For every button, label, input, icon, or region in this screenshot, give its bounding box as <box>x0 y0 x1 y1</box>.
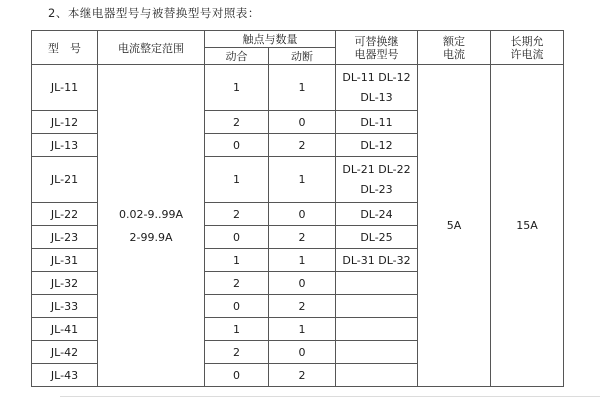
model-cell: JL-43 <box>32 364 98 387</box>
nc-count-cell: 2 <box>269 364 336 387</box>
model-cell: JL-31 <box>32 249 98 272</box>
nc-count-cell: 0 <box>269 203 336 226</box>
replace-line: DL-23 <box>360 182 393 196</box>
no-count-cell: 2 <box>205 272 269 295</box>
no-count-cell: 2 <box>205 111 269 134</box>
nc-count-cell: 2 <box>269 226 336 249</box>
replace-line: DL-13 <box>360 90 393 104</box>
col-header-normally-closed: 动断 <box>269 48 336 65</box>
no-count-cell: 0 <box>205 364 269 387</box>
replace-models-cell <box>336 341 418 364</box>
col-header-normally-open: 动合 <box>205 48 269 65</box>
header-line: 额定 <box>443 34 465 48</box>
model-cell: JL-23 <box>32 226 98 249</box>
model-cell: JL-22 <box>32 203 98 226</box>
page-bottom-divider <box>60 396 600 397</box>
range-line: 2-99.9A <box>129 230 173 244</box>
header-line: 电器型号 <box>354 47 399 61</box>
replace-line: DL-11 DL-12 <box>342 70 411 84</box>
table-row <box>32 65 564 111</box>
replace-models-cell <box>336 295 418 318</box>
model-cell: JL-32 <box>32 272 98 295</box>
nc-count-cell: 0 <box>269 111 336 134</box>
header-row-main <box>32 31 564 48</box>
nc-count-cell: 1 <box>269 249 336 272</box>
replace-models-cell: DL-31 DL-32 <box>336 249 418 272</box>
nc-count-cell: 2 <box>269 134 336 157</box>
replace-models-cell <box>336 65 418 111</box>
relay-comparison-table <box>31 30 564 387</box>
replace-models-cell <box>336 364 418 387</box>
range-line: 0.02-9..99A <box>119 207 183 221</box>
replace-models-cell: DL-24 <box>336 203 418 226</box>
model-cell: JL-11 <box>32 65 98 111</box>
no-count-cell: 1 <box>205 249 269 272</box>
model-cell: JL-12 <box>32 111 98 134</box>
replace-models-cell: DL-11 <box>336 111 418 134</box>
col-header-model: 型 号 <box>32 31 98 65</box>
nc-count-cell: 0 <box>269 341 336 364</box>
nc-count-cell: 0 <box>269 272 336 295</box>
model-cell: JL-13 <box>32 134 98 157</box>
replace-models-cell <box>336 318 418 341</box>
replace-models-cell: DL-12 <box>336 134 418 157</box>
no-count-cell: 0 <box>205 134 269 157</box>
header-line: 长期允 <box>510 34 544 48</box>
nc-count-cell: 1 <box>269 318 336 341</box>
col-header-current-range: 电流整定范围 <box>98 31 205 65</box>
col-header-replaceable <box>336 31 418 65</box>
nc-count-cell: 2 <box>269 295 336 318</box>
model-cell: JL-33 <box>32 295 98 318</box>
col-header-rated-current <box>418 31 491 65</box>
longterm-current-cell: 15A <box>491 65 564 387</box>
nc-count-cell: 1 <box>269 65 336 111</box>
header-line: 许电流 <box>510 47 544 61</box>
no-count-cell: 1 <box>205 65 269 111</box>
nc-count-cell: 1 <box>269 157 336 203</box>
replace-line: DL-21 DL-22 <box>342 162 411 176</box>
header-line: 可替换继 <box>354 34 399 48</box>
no-count-cell: 0 <box>205 295 269 318</box>
replace-models-cell <box>336 157 418 203</box>
no-count-cell: 1 <box>205 157 269 203</box>
page-title: 2、本继电器型号与被替换型号对照表： <box>48 6 260 20</box>
no-count-cell: 0 <box>205 226 269 249</box>
rated-current-cell: 5A <box>418 65 491 387</box>
header-line: 电流 <box>443 47 465 61</box>
no-count-cell: 2 <box>205 203 269 226</box>
replace-models-cell <box>336 272 418 295</box>
replace-models-cell: DL-25 <box>336 226 418 249</box>
model-cell: JL-21 <box>32 157 98 203</box>
model-cell: JL-42 <box>32 341 98 364</box>
current-range-cell <box>98 65 205 387</box>
no-count-cell: 1 <box>205 318 269 341</box>
col-header-contacts-group: 触点与数量 <box>205 31 336 48</box>
model-cell: JL-41 <box>32 318 98 341</box>
col-header-longterm-current <box>491 31 564 65</box>
no-count-cell: 2 <box>205 341 269 364</box>
